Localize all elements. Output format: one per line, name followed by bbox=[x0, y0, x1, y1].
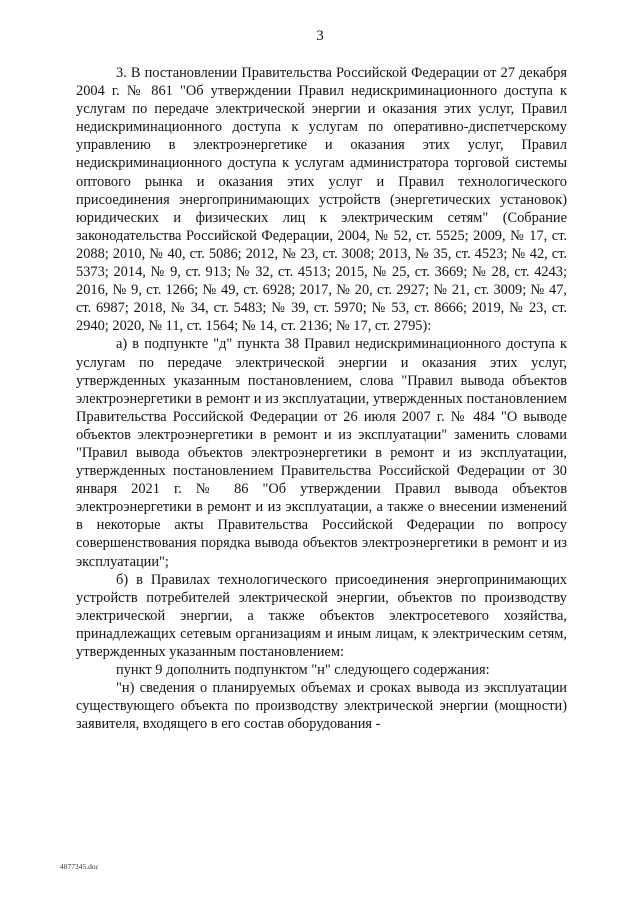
document-file-code: 4877345.doc bbox=[60, 862, 99, 871]
subparagraph-a: а) в подпункте "д" пункта 38 Правил недискриминационного доступа к услугам по передаче электрической энергии и оказания этих услуг, утвержденных указанным постановлением, слова "Правил вывода объектов электроэнергетики в ремонт и из эксплуатации, утвержденных постановлением Правительства Российской Федерации от 26 июля 2007 г. № 484 "О выводе объектов электроэнергетики в ремонт и из эксплуатации" заменить словами "Правил вывода объектов электроэнергетики в ремонт и из эксплуатации, утвержденных постановлением Правительства Российской Федерации от 30 января 2021 г. № 86 "Об утверждении Правил вывода объектов электроэнергетики в ремонт и из эксплуатации, а также о внесении изменений в некоторые акты Правительства Российской Федерации по вопросу совершенствования порядка вывода объектов электроэнергетики в ремонт и из эксплуатации"; bbox=[76, 336, 567, 570]
paragraph-item-3: 3. В постановлении Правительства Российской Федерации от 27 декабря 2004 г. № 861 "Об утверждении Правил недискриминационного доступа к услугам по передаче электрической энергии и оказания этих услуг, Правил недискриминационного доступа к услугам по оперативно-диспетчерскому управлению в электроэнергетике и оказания этих услуг, Правил недискриминационного доступа к услугам администратора торговой системы оптового рынка и оказания этих услуг и Правил технологического присоединения энергопринимающих устройств (энергетических установок) юридических и физических лиц к электрическим сетям" (Собрание законодательства Российской Федерации, 2004, № 52, ст. 5525; 2009, № 17, ст. 2088; 2010, № 40, ст. 5086; 2012, № 23, ст. 3008; 2013, № 35, ст. 4523; № 42, ст. 5373; 2014, № 9, ст. 913; № 32, ст. 4513; 2015, № 25, ст. 3669; № 28, ст. 4243; 2016, № 9, ст. 1266; № 49, ст. 6928; 2017, № 20, ст. 2927; № 21, ст. 3009; № 47, ст. 6987; 2018, № 34, ст. 5483; № 39, ст. 5970; № 53, ст. 8666; 2019, № 23, ст. 2940; 2020, № 11, ст. 1564; № 14, ст. 2136; № 17, ст. 2795): bbox=[76, 65, 567, 335]
document-body bbox=[76, 64, 567, 733]
subparagraph-b: б) в Правилах технологического присоединения энергопринимающих устройств потребителей электрической энергии, объектов по производству электрической энергии, а также объектов электросетевого хозяйства, принадлежащих сетевым организациям и иным лицам, к электрическим сетям, утвержденных указанным постановлением: bbox=[76, 571, 567, 660]
page-number: 3 bbox=[316, 28, 324, 44]
point-9-amendment: пункт 9 дополнить подпунктом "н" следующего содержания: bbox=[116, 662, 490, 679]
subpoint-n-text: "н) сведения о планируемых объемах и сроках вывода из эксплуатации существующего объекта по производству электрической энергии (мощности) заявителя, входящего в его состав оборудования - bbox=[76, 680, 567, 733]
